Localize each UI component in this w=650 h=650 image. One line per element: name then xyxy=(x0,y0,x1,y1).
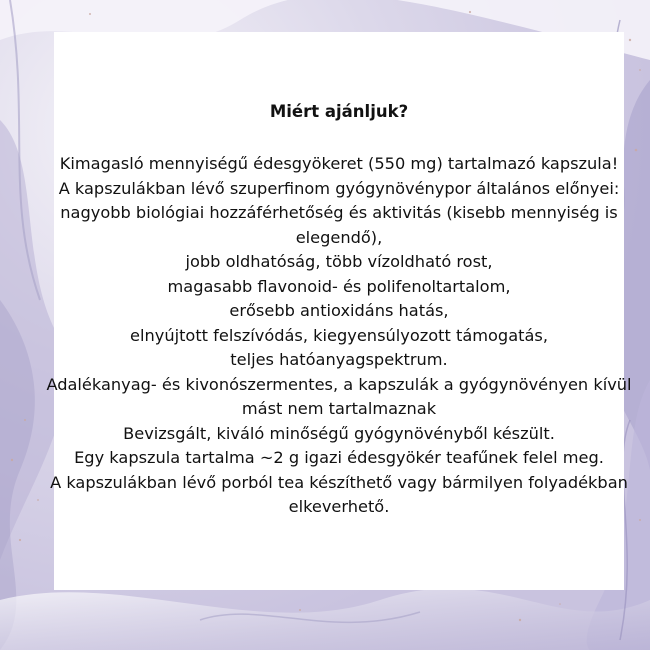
text-line: Egy kapszula tartalma ~2 g igazi édesgyökér teafűnek felel meg. xyxy=(74,448,604,467)
text-line: Kimagasló mennyiségű édesgyökeret (550 mg) tartalmazó kapszula! xyxy=(59,154,619,173)
text-line: nagyobb biológiai hozzáférhetőség és aktivitás (kisebb mennyiség is elegendő), xyxy=(60,203,618,247)
text-line: magasabb flavonoid- és polifenoltartalom, xyxy=(167,276,511,296)
text-line: Adalékanyag- és kivonószermentes, a kapszulák a gyógynövényen kívül mást nem tartalmaznak xyxy=(46,374,632,418)
card-title: Miért ajánljuk? xyxy=(269,102,409,121)
benefits-text xyxy=(28,152,650,520)
content-card xyxy=(46,32,632,590)
text-line: Bevizsgált, kiváló minőségű gyógynövényből készült. xyxy=(123,423,555,443)
text-line: A kapszulákban lévő porból tea készíthető vagy bármilyen folyadékban elkeverhető. xyxy=(50,472,628,516)
text-line: jobb oldhatóság, több vízoldható rost, xyxy=(185,252,493,271)
text-line: teljes hatóanyagspektrum. xyxy=(230,350,448,369)
text-line: A kapszulákban lévő szuperfinom gyógynövénypor általános előnyei: xyxy=(58,178,620,198)
text-line: elnyújtott felszívódás, kiegyensúlyozott támogatás, xyxy=(130,325,548,345)
text-line: erősebb antioxidáns hatás, xyxy=(229,301,449,320)
